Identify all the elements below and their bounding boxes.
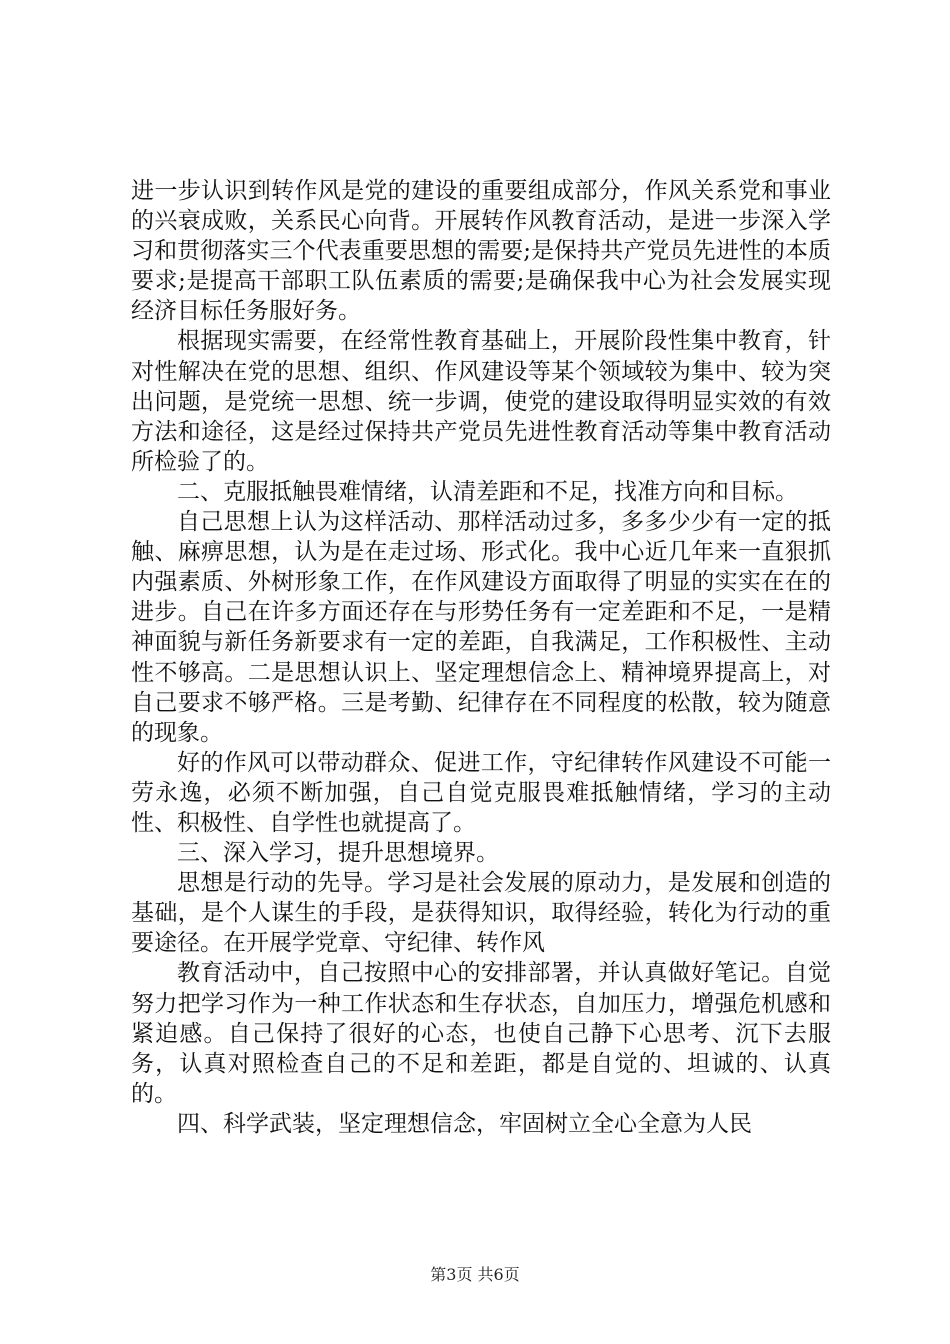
section-heading: 三、深入学习，提升思想境界。 <box>177 840 499 867</box>
paragraph: 根据现实需要，在经常性教育基础上，开展阶段性集中教育，针对性解决在党的思想、组织、作风建设等某个领域较为集中、较为突出问题，是党统一思想、统一步调，使党的建设取得明显实效的有效方法和途径，这是经过保持共产党员先进性教育活动等集中教育活动所检验了的。 <box>131 328 831 475</box>
paragraph: 教育活动中，自己按照中心的安排部署，并认真做好笔记。自觉努力把学习作为一种工作状态和生存状态，自加压力，增强危机感和紧迫感。自己保持了很好的心态，也使自己静下心思考、沉下去服务，认真对照检查自己的不足和差距，都是自觉的、坦诚的、认真的。 <box>131 960 831 1107</box>
section-heading: 二、克服抵触畏难情绪，认清差距和不足，找准方向和目标。 <box>177 478 798 505</box>
paragraph: 思想是行动的先导。学习是社会发展的原动力，是发展和创造的基础，是个人谋生的手段，是获得知识，取得经验，转化为行动的重要途径。在开展学党章、守纪律、转作风 <box>131 870 831 957</box>
page-number-footer: 第3页 共6页 <box>430 1265 520 1284</box>
paragraph: 进一步认识到转作风是党的建设的重要组成部分，作风关系党和事业的兴衰成败，关系民心向背。开展转作风教育活动，是进一步深入学习和贯彻落实三个代表重要思想的需要;是保持共产党员先进性的本质要求;是提高干部职工队伍素质的需要;是确保我中心为社会发展实现经济目标任务服好务。 <box>131 178 831 325</box>
paragraph: 好的作风可以带动群众、促进工作，守纪律转作风建设不可能一劳永逸，必须不断加强，自己自觉克服畏难抵触情绪，学习的主动性、积极性、自学性也就提高了。 <box>131 749 831 836</box>
section-heading: 四、科学武装，坚定理想信念，牢固树立全心全意为人民 <box>177 1110 752 1137</box>
paragraph: 自己思想上认为这样活动、那样活动过多，多多少少有一定的抵触、麻痹思想，认为是在走过场、形式化。我中心近几年来一直狠抓内强素质、外树形象工作，在作风建设方面取得了明显的实实在在的进步。自己在许多方面还存在与形势任务有一定差距和不足，一是精神面貌与新任务新要求有一定的差距，自我满足，工作积极性、主动性不够高。二是思想认识上、坚定理想信念上、精神境界提高上，对自己要求不够严格。三是考勤、纪律存在不同程度的松散，较为随意的现象。 <box>131 509 831 746</box>
document-body <box>131 176 831 1139</box>
